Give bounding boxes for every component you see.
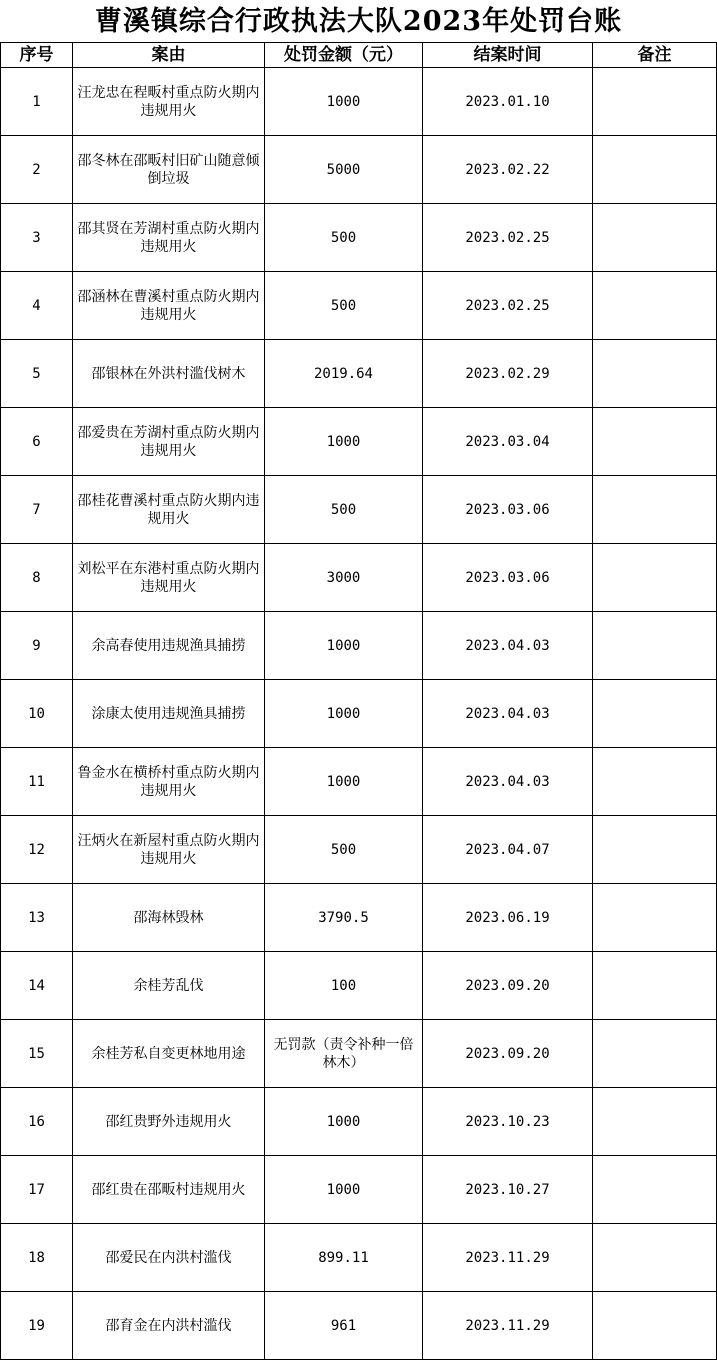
column-header-remark: 备注 (593, 43, 717, 68)
row-number: 7 (1, 476, 73, 544)
closing-date: 2023.01.10 (423, 68, 593, 136)
closing-date: 2023.04.03 (423, 612, 593, 680)
remark-cell (593, 1156, 717, 1224)
closing-date: 2023.04.03 (423, 680, 593, 748)
remark-cell (593, 952, 717, 1020)
case-description: 余桂芳私自变更林地用途 (73, 1020, 265, 1088)
case-description: 余高春使用违规渔具捕捞 (73, 612, 265, 680)
row-number: 15 (1, 1020, 73, 1088)
remark-cell (593, 1088, 717, 1156)
penalty-amount: 1000 (265, 1088, 423, 1156)
case-description: 涂康太使用违规渔具捕捞 (73, 680, 265, 748)
row-number: 18 (1, 1224, 73, 1292)
penalty-amount: 500 (265, 204, 423, 272)
row-number: 16 (1, 1088, 73, 1156)
case-description: 邵桂花曹溪村重点防火期内违规用火 (73, 476, 265, 544)
column-header-amount: 处罚金额（元） (265, 43, 423, 68)
penalty-amount: 500 (265, 272, 423, 340)
penalty-amount: 1000 (265, 1156, 423, 1224)
remark-cell (593, 680, 717, 748)
penalty-amount: 1000 (265, 408, 423, 476)
remark-cell (593, 816, 717, 884)
case-description: 余桂芳乱伐 (73, 952, 265, 1020)
closing-date: 2023.03.06 (423, 476, 593, 544)
remark-cell (593, 340, 717, 408)
penalty-amount: 3790.5 (265, 884, 423, 952)
penalty-ledger-table (0, 42, 717, 1360)
table-row (1, 476, 717, 544)
row-number: 5 (1, 340, 73, 408)
penalty-amount: 5000 (265, 136, 423, 204)
case-description: 汪龙忠在程畈村重点防火期内违规用火 (73, 68, 265, 136)
penalty-amount: 3000 (265, 544, 423, 612)
case-description: 邵红贵野外违规用火 (73, 1088, 265, 1156)
case-description: 邵其贤在芳湖村重点防火期内违规用火 (73, 204, 265, 272)
case-description: 邵红贵在邵畈村违规用火 (73, 1156, 265, 1224)
table-row (1, 748, 717, 816)
row-number: 1 (1, 68, 73, 136)
closing-date: 2023.02.25 (423, 204, 593, 272)
table-row (1, 544, 717, 612)
case-description: 汪炳火在新屋村重点防火期内违规用火 (73, 816, 265, 884)
closing-date: 2023.03.04 (423, 408, 593, 476)
row-number: 6 (1, 408, 73, 476)
table-row (1, 1088, 717, 1156)
remark-cell (593, 476, 717, 544)
closing-date: 2023.02.25 (423, 272, 593, 340)
row-number: 19 (1, 1292, 73, 1360)
remark-cell (593, 136, 717, 204)
row-number: 2 (1, 136, 73, 204)
remark-cell (593, 544, 717, 612)
row-number: 17 (1, 1156, 73, 1224)
column-header-no: 序号 (1, 43, 73, 68)
remark-cell (593, 68, 717, 136)
table-row (1, 408, 717, 476)
table-body (1, 68, 717, 1360)
remark-cell (593, 1224, 717, 1292)
remark-cell (593, 612, 717, 680)
case-description: 邵爱贵在芳湖村重点防火期内违规用火 (73, 408, 265, 476)
remark-cell (593, 204, 717, 272)
table-row (1, 1224, 717, 1292)
table-header-row (1, 43, 717, 68)
remark-cell (593, 408, 717, 476)
table-row (1, 680, 717, 748)
closing-date: 2023.09.20 (423, 1020, 593, 1088)
closing-date: 2023.11.29 (423, 1224, 593, 1292)
table-row (1, 340, 717, 408)
closing-date: 2023.06.19 (423, 884, 593, 952)
table-row (1, 1156, 717, 1224)
closing-date: 2023.04.07 (423, 816, 593, 884)
penalty-amount: 1000 (265, 68, 423, 136)
row-number: 14 (1, 952, 73, 1020)
penalty-amount: 无罚款（责令补种一倍林木） (265, 1020, 423, 1088)
row-number: 9 (1, 612, 73, 680)
case-description: 鲁金水在横桥村重点防火期内违规用火 (73, 748, 265, 816)
closing-date: 2023.02.29 (423, 340, 593, 408)
penalty-amount: 1000 (265, 748, 423, 816)
penalty-amount: 2019.64 (265, 340, 423, 408)
table-row (1, 884, 717, 952)
closing-date: 2023.04.03 (423, 748, 593, 816)
closing-date: 2023.10.27 (423, 1156, 593, 1224)
case-description: 邵海林毁林 (73, 884, 265, 952)
penalty-amount: 961 (265, 1292, 423, 1360)
table-row (1, 1292, 717, 1360)
penalty-amount: 500 (265, 476, 423, 544)
row-number: 12 (1, 816, 73, 884)
case-description: 邵冬林在邵畈村旧矿山随意倾倒垃圾 (73, 136, 265, 204)
row-number: 3 (1, 204, 73, 272)
case-description: 邵涵林在曹溪村重点防火期内违规用火 (73, 272, 265, 340)
remark-cell (593, 1020, 717, 1088)
remark-cell (593, 884, 717, 952)
case-description: 刘松平在东港村重点防火期内违规用火 (73, 544, 265, 612)
closing-date: 2023.09.20 (423, 952, 593, 1020)
row-number: 13 (1, 884, 73, 952)
row-number: 10 (1, 680, 73, 748)
closing-date: 2023.02.22 (423, 136, 593, 204)
table-row (1, 1020, 717, 1088)
table-row (1, 136, 717, 204)
closing-date: 2023.03.06 (423, 544, 593, 612)
row-number: 11 (1, 748, 73, 816)
table-row (1, 204, 717, 272)
row-number: 4 (1, 272, 73, 340)
closing-date: 2023.11.29 (423, 1292, 593, 1360)
table-row (1, 816, 717, 884)
table-row (1, 272, 717, 340)
remark-cell (593, 1292, 717, 1360)
penalty-amount: 1000 (265, 612, 423, 680)
remark-cell (593, 272, 717, 340)
case-description: 邵银林在外洪村滥伐树木 (73, 340, 265, 408)
case-description: 邵育金在内洪村滥伐 (73, 1292, 265, 1360)
table-row (1, 952, 717, 1020)
row-number: 8 (1, 544, 73, 612)
remark-cell (593, 748, 717, 816)
column-header-case: 案由 (73, 43, 265, 68)
penalty-amount: 500 (265, 816, 423, 884)
penalty-amount: 1000 (265, 680, 423, 748)
case-description: 邵爱民在内洪村滥伐 (73, 1224, 265, 1292)
table-row (1, 68, 717, 136)
table-row (1, 612, 717, 680)
closing-date: 2023.10.23 (423, 1088, 593, 1156)
penalty-amount: 899.11 (265, 1224, 423, 1292)
page-title: 曹溪镇综合行政执法大队2023年处罚台账 (94, 6, 623, 37)
column-header-date: 结案时间 (423, 43, 593, 68)
penalty-amount: 100 (265, 952, 423, 1020)
